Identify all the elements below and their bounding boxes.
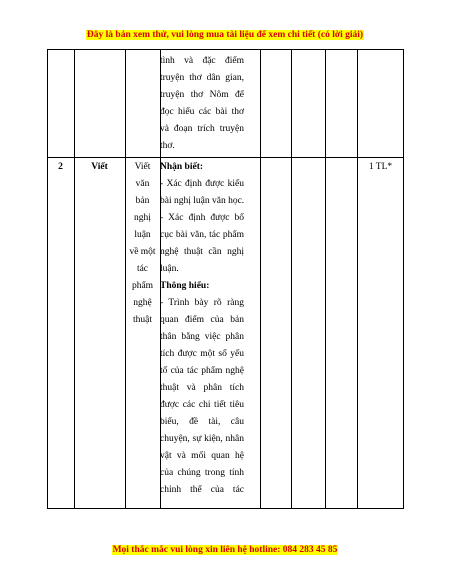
content-line: tố của tác phẩm nghệ [160,366,244,376]
spec-table [47,49,404,509]
hotline-notice-text: Mọi thắc mắc vui lòng xin liên hệ hotline: 084 283 45 85 [112,545,338,555]
content-line: được các chi tiết tiêu [160,400,244,410]
continued-content-cell [160,53,244,155]
table-border-right [403,49,404,509]
preview-notice [0,30,450,40]
row-divider [47,157,404,158]
content-line: vật và mối quan hệ [160,451,244,461]
content-line: thơ. [160,141,175,151]
content-line: biểu, đề tài, câu [160,417,244,427]
question-count: 1 TL* [368,162,393,172]
content-line: luận. [160,264,179,274]
column-divider [357,49,358,509]
row2-content-cell [160,159,244,499]
content-line: thuật và phân tích [160,383,244,393]
table-border-left [47,49,48,509]
content-line: - Trình bày rõ ràng [160,298,244,308]
content-line: quan điểm của bản [160,315,244,325]
content-line: của chúng trong tính [160,468,244,478]
table-border-bottom [47,508,404,509]
content-line: - Xác định được kiểu [160,179,244,189]
level-heading: Nhận biết: [160,162,204,172]
unit-line: luận [134,230,151,240]
unit-line: về một [129,247,156,257]
content-line: bài nghị luận văn học. [160,196,245,206]
table-border-top [47,49,404,50]
unit-cell [125,159,160,329]
column-divider [74,49,75,509]
row-number: 2 [58,162,63,172]
column-divider [325,49,326,509]
content-line: truyện thơ Nôm để [160,90,244,100]
content-line: thân bằng việc phân [160,332,244,342]
unit-line: phẩm [131,281,154,291]
content-line: - Xác định được bố [160,213,244,223]
content-line: chỉnh thể của tác [160,485,244,495]
unit-line: nghị [134,213,151,223]
level-heading: Thông hiểu: [160,281,210,291]
unit-line: văn [135,179,150,189]
content-line: nghệ thuật cần nghị [160,247,244,257]
content-line: truyện thơ dân gian, [160,73,244,83]
preview-notice-text: Đây là bản xem thử, vui lòng mua tài liệu để xem chi tiết (có lời giải) [86,30,364,40]
content-line: tình và đặc điểm [160,56,244,66]
content-line: đọc hiểu các bài thơ [160,107,244,117]
unit-line: tác [136,264,149,274]
content-line: tích được một số yếu [160,349,244,359]
column-divider [260,49,261,509]
unit-line: Viết [134,162,151,172]
hotline-notice [0,545,450,555]
content-line: chuyện, sự kiện, nhân [160,434,244,444]
unit-line: bản [135,196,150,206]
skill-name: Viết [91,162,108,172]
unit-line: thuật [133,315,152,325]
content-line: và đoạn trích truyện [160,124,244,134]
column-divider [291,49,292,509]
unit-line: nghệ [133,298,152,308]
content-line: cục bài văn, tác phẩm [160,230,244,240]
